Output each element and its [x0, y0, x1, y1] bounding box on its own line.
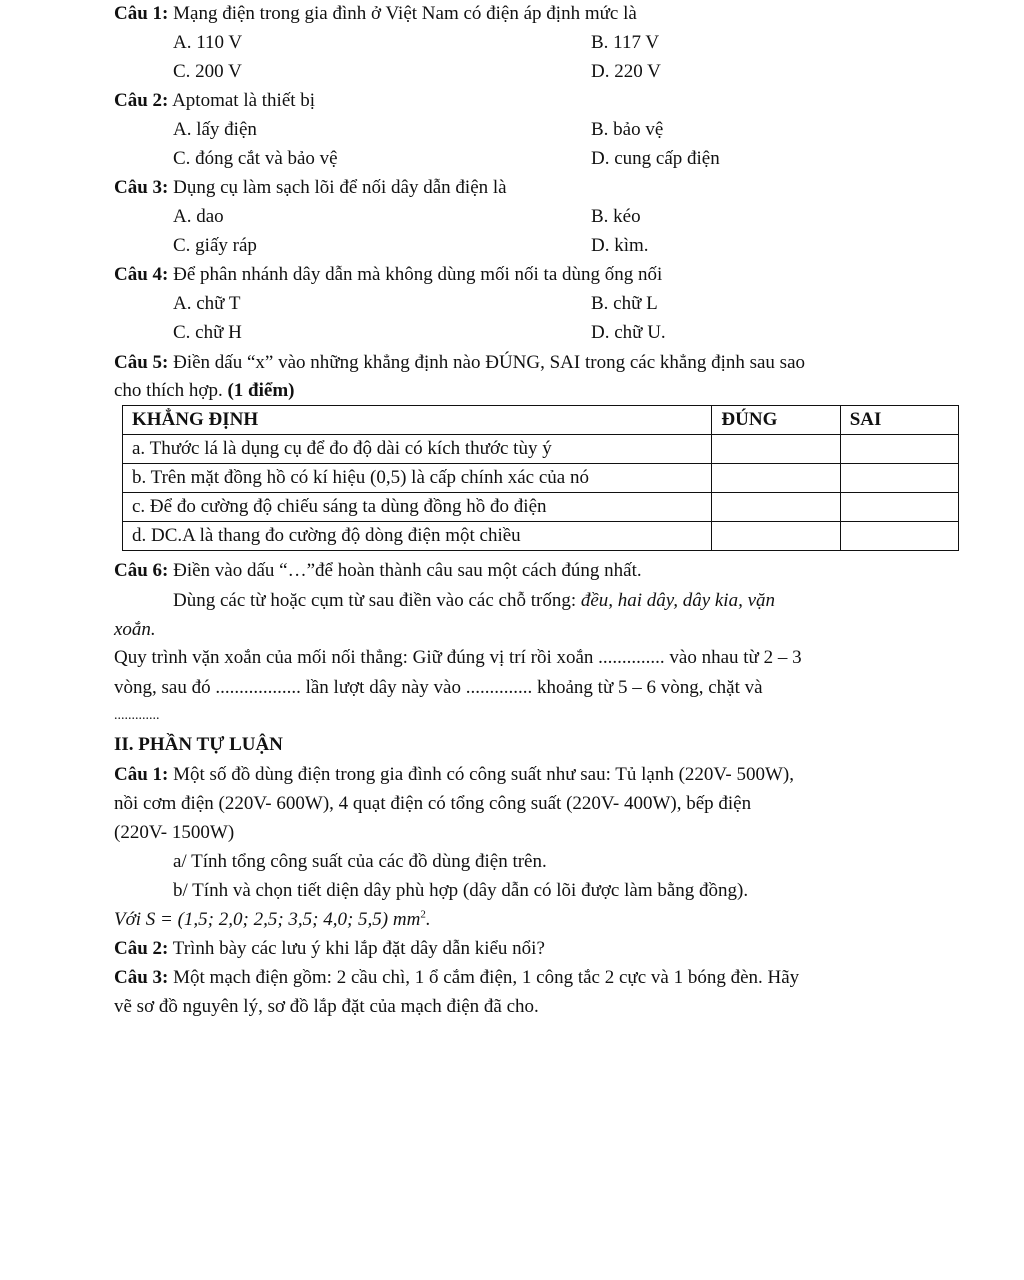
statement-cell: b. Trên mặt đồng hồ có kí hiệu (0,5) là cấp chính xác của nó	[123, 464, 712, 493]
false-answer-cell[interactable]	[840, 493, 958, 522]
question-2	[114, 89, 315, 113]
option-c: C. giấy ráp	[173, 235, 257, 256]
word-bank-continued	[114, 618, 156, 642]
option-d: D. chữ U.	[591, 322, 666, 343]
essay-question-1-line-3: (220V- 1500W)	[114, 822, 235, 843]
true-answer-cell[interactable]	[712, 464, 840, 493]
fill-blank-line-3: .............	[114, 708, 160, 723]
question-label: Câu 2:	[114, 938, 169, 959]
question-label: Câu 6:	[114, 560, 169, 581]
question-6	[114, 559, 642, 583]
question-label: Câu 4:	[114, 264, 169, 285]
question-label: Câu 5:	[114, 352, 169, 373]
question-text: Trình bày các lưu ý khi lắp đặt dây dẫn kiểu nổi?	[168, 938, 545, 959]
option-a: A. lấy điện	[173, 119, 257, 140]
header-statement: KHẲNG ĐỊNH	[123, 406, 712, 435]
option-a: A. 110 V	[173, 32, 243, 53]
question-label: Câu 2:	[114, 90, 169, 111]
option-c: C. 200 V	[173, 61, 242, 82]
option-c: C. chữ H	[173, 322, 242, 343]
statement-cell: a. Thước lá là dụng cụ để đo độ dài có kích thước tùy ý	[123, 435, 712, 464]
essay-question-1	[114, 763, 794, 787]
statement-cell: c. Để đo cường độ chiếu sáng ta dùng đồng hồ đo điện	[123, 493, 712, 522]
false-answer-cell[interactable]	[840, 435, 958, 464]
essay-question-1-line-2: nồi cơm điện (220V- 600W), 4 quạt điện có tổng công suất (220V- 400W), bếp điện	[114, 793, 752, 814]
question-text: Mạng điện trong gia đình ở Việt Nam có điện áp định mức là	[168, 3, 637, 24]
false-answer-cell[interactable]	[840, 464, 958, 493]
exponent: 2	[420, 908, 426, 921]
cross-section-values	[114, 908, 431, 932]
question-5	[114, 351, 805, 375]
option-d: D. 220 V	[591, 61, 661, 82]
question-text: Một số đồ dùng điện trong gia đình có công suất như sau: Tủ lạnh (220V- 500W),	[168, 764, 794, 785]
section-title: II. PHẦN TỰ LUẬN	[114, 734, 283, 755]
question-text: Điền vào dấu “…”để hoàn thành câu sau một cách đúng nhất.	[168, 560, 642, 581]
false-answer-cell[interactable]	[840, 522, 958, 551]
formula-text: Với S = (1,5; 2,0; 2,5; 3,5; 4,0; 5,5) mm	[114, 909, 421, 930]
essay-question-3	[114, 966, 799, 990]
word-bank: đều, hai dây, dây kia, vặn	[580, 590, 776, 611]
option-c: C. đóng cắt và bảo vệ	[173, 148, 338, 169]
table-header-row	[123, 406, 959, 435]
question-1	[114, 2, 637, 26]
statement-cell: d. DC.A là thang đo cường độ dòng điện một chiều	[123, 522, 712, 551]
table-row	[123, 464, 959, 493]
word-bank: xoắn.	[114, 619, 156, 640]
question-5-continued	[114, 379, 295, 403]
question-label: Câu 1:	[114, 3, 169, 24]
question-text: Để phân nhánh dây dẫn mà không dùng mối nối ta dùng ống nối	[168, 264, 663, 285]
table-row	[123, 522, 959, 551]
question-text: Một mạch điện gồm: 2 cầu chì, 1 ổ cắm điện, 1 công tắc 2 cực và 1 bóng đèn. Hãy	[168, 967, 800, 988]
option-b: B. chữ L	[591, 293, 658, 314]
essay-question-3-line-2: vẽ sơ đồ nguyên lý, sơ đồ lắp đặt của mạch điện đã cho.	[114, 996, 539, 1017]
fill-blank-line-2: vòng, sau đó .................. lần lượt dây này vào .............. khoảng từ 5 – 6 vòng, chặt và	[114, 677, 763, 698]
option-d: D. cung cấp điện	[591, 148, 720, 169]
question-4	[114, 263, 662, 287]
option-b: B. 117 V	[591, 32, 660, 53]
question-3	[114, 176, 507, 200]
option-b: B. kéo	[591, 206, 641, 227]
fill-blank-line-1: Quy trình vặn xoắn của mối nối thẳng: Giữ đúng vị trí rồi xoắn .............. vào nhau từ 2 – 3	[114, 647, 802, 668]
true-answer-cell[interactable]	[712, 522, 840, 551]
true-answer-cell[interactable]	[712, 493, 840, 522]
sub-question-a: a/ Tính tổng công suất của các đồ dùng điện trên.	[173, 851, 547, 872]
true-answer-cell[interactable]	[712, 435, 840, 464]
essay-question-2	[114, 937, 545, 961]
question-label: Câu 3:	[114, 967, 169, 988]
question-label: Câu 3:	[114, 177, 169, 198]
question-label: Câu 1:	[114, 764, 169, 785]
question-text: Aptomat là thiết bị	[168, 90, 316, 111]
option-a: A. dao	[173, 206, 224, 227]
header-true: ĐÚNG	[712, 406, 840, 435]
question-text: Dụng cụ làm sạch lõi để nối dây dẫn điện là	[168, 177, 507, 198]
instruction-text: Dùng các từ hoặc cụm từ sau điền vào các chỗ trống:	[173, 590, 581, 611]
option-b: B. bảo vệ	[591, 119, 664, 140]
points-label: (1 điểm)	[227, 380, 295, 401]
true-false-table	[122, 405, 959, 551]
question-text: Điền dấu “x” vào những khẳng định nào ĐÚNG, SAI trong các khẳng định sau sao	[168, 352, 806, 373]
table-row	[123, 435, 959, 464]
option-a: A. chữ T	[173, 293, 241, 314]
question-text: cho thích hợp.	[114, 380, 228, 401]
word-bank-instruction	[173, 589, 775, 613]
formula-end: .	[425, 909, 431, 930]
option-d: D. kìm.	[591, 235, 649, 256]
header-false: SAI	[840, 406, 958, 435]
table-row	[123, 493, 959, 522]
sub-question-b: b/ Tính và chọn tiết diện dây phù hợp (dây dẫn có lõi được làm bằng đồng).	[173, 880, 749, 901]
